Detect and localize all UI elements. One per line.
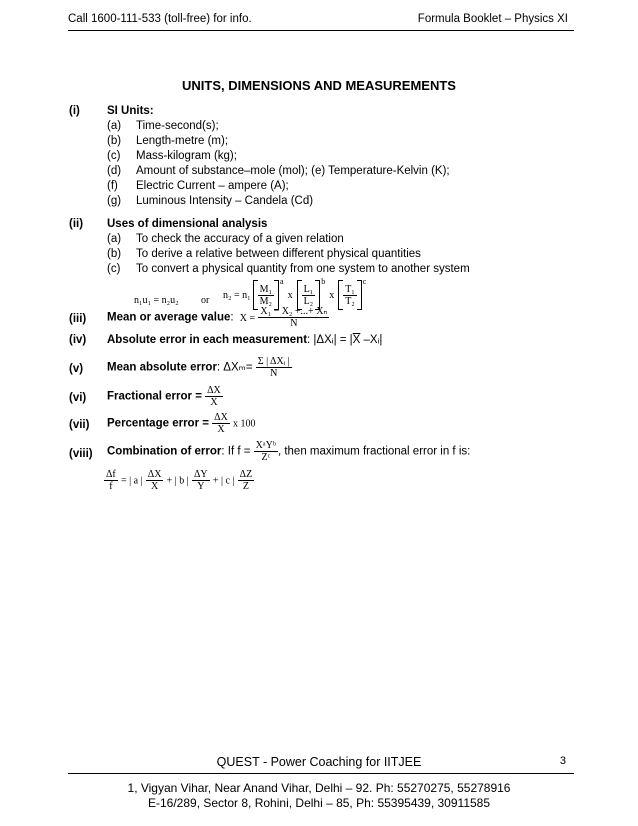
mean-denominator: N bbox=[290, 318, 298, 329]
section-iv-number: (iv) bbox=[69, 334, 87, 346]
absolute-error-row bbox=[107, 334, 382, 346]
dx-den: X bbox=[150, 481, 159, 492]
header-right-text: Formula Booklet – Physics XI bbox=[417, 13, 568, 25]
header-divider bbox=[68, 30, 574, 31]
dy-den: Y bbox=[197, 481, 205, 492]
mean-value-heading: Mean or average value bbox=[107, 311, 231, 324]
t1: T₁ bbox=[345, 283, 355, 295]
dx-num: ΔX bbox=[147, 469, 162, 480]
mean-absolute-error-heading: Mean absolute error bbox=[107, 361, 217, 374]
eq-a: = | a | bbox=[120, 475, 143, 487]
item-text: Amount of substance–mole (mol); (e) Temperature-Kelvin (K); bbox=[136, 165, 450, 177]
pe-denominator: X bbox=[217, 424, 225, 435]
l1: L₁ bbox=[303, 283, 314, 295]
mean-absolute-error-row bbox=[107, 356, 292, 379]
item-text: Electric Current – ampere (A); bbox=[136, 180, 289, 192]
item-label: (c) bbox=[107, 263, 121, 275]
pe-numerator: ΔX bbox=[214, 412, 228, 423]
n2-expr: n₂ = n₁ bbox=[223, 289, 251, 301]
m2: M₂ bbox=[259, 295, 273, 307]
df-num: Δf bbox=[106, 469, 116, 480]
x-bar: $\overline{X}$ bbox=[352, 334, 361, 346]
section-vii-number: (vii) bbox=[69, 419, 90, 431]
exponent-b: b bbox=[321, 276, 326, 286]
mae-numerator: Σ | ΔXᵢ | bbox=[257, 356, 290, 367]
combination-post: , then maximum fractional error in f is: bbox=[277, 445, 471, 458]
section-v-number: (v) bbox=[69, 363, 84, 375]
fe-numerator: ΔX bbox=[207, 385, 221, 396]
page-number: 3 bbox=[559, 755, 566, 767]
fractional-error-row bbox=[107, 385, 223, 408]
section-vi-number: (vi) bbox=[69, 392, 87, 404]
exponent-a: a bbox=[280, 276, 284, 286]
item-text: To convert a physical quantity from one system to another system bbox=[136, 263, 470, 275]
item-label: (b) bbox=[107, 135, 122, 147]
ce-denominator: Zᶜ bbox=[261, 452, 271, 463]
dz-den: Z bbox=[242, 481, 249, 492]
mean-absolute-error-lhs: : ΔXₘ= bbox=[216, 361, 253, 374]
footer-divider bbox=[68, 773, 574, 774]
percentage-error-heading: Percentage error = bbox=[107, 417, 209, 430]
item-label: (f) bbox=[107, 180, 118, 192]
plus-b: + | b | bbox=[166, 475, 189, 487]
absolute-error-expr-a: : |ΔXᵢ| = | bbox=[307, 334, 353, 346]
item-text: Length-metre (m); bbox=[136, 135, 229, 147]
item-label: (g) bbox=[107, 195, 122, 207]
item-label: (a) bbox=[107, 120, 122, 132]
footer-address-2: E-16/289, Sector 8, Rohini, Delhi – 85, Ph: 55395439, 30911585 bbox=[147, 796, 491, 810]
exponent-c: c bbox=[362, 276, 367, 286]
max-fractional-error-formula bbox=[104, 469, 254, 492]
item-text: Luminous Intensity – Candela (Cd) bbox=[136, 195, 314, 207]
colon: : bbox=[230, 311, 234, 324]
right-bracket bbox=[357, 280, 362, 310]
section-i-number: (i) bbox=[69, 105, 80, 117]
footer-brand: QUEST - Power Coaching for IITJEE bbox=[216, 755, 422, 769]
combination-error-heading: Combination of error bbox=[107, 445, 222, 458]
item-label: (a) bbox=[107, 233, 122, 245]
pe-tail: x 100 bbox=[233, 418, 256, 430]
fe-denominator: X bbox=[210, 397, 218, 408]
item-text: Mass-kilogram (kg); bbox=[136, 150, 237, 162]
percentage-error-row bbox=[107, 412, 256, 435]
absolute-error-heading: Absolute error in each measurement bbox=[107, 334, 308, 346]
ce-numerator: XᵃYᵇ bbox=[255, 440, 276, 451]
item-text: Time-second(s); bbox=[136, 120, 219, 132]
dz-num: ΔZ bbox=[239, 469, 253, 480]
dy-num: ΔY bbox=[193, 469, 208, 480]
mae-denominator: N bbox=[270, 368, 278, 379]
mean-lhs: X = bbox=[239, 312, 256, 324]
footer-address-1: 1, Vigyan Vihar, Near Anand Vihar, Delhi – 92. Ph: 55270275, 55278916 bbox=[127, 781, 511, 795]
item-label: (d) bbox=[107, 165, 122, 177]
item-text: To derive a relative between different physical quantities bbox=[136, 248, 421, 260]
combination-pre: : If f = bbox=[221, 445, 251, 458]
section-viii-number: (viii) bbox=[69, 448, 93, 460]
header-left-text: Call 1600-111-533 (toll-free) for info. bbox=[68, 13, 252, 25]
fractional-error-heading: Fractional error = bbox=[107, 390, 202, 403]
conversion-formula-lhs: n₁u₁ = n₂u₂ bbox=[134, 295, 179, 306]
plus-c: + | c | bbox=[212, 475, 235, 487]
item-text: To check the accuracy of a given relation bbox=[136, 233, 344, 245]
times-sign: x bbox=[329, 289, 335, 301]
conversion-formula-or: or bbox=[201, 295, 210, 306]
section-ii-number: (ii) bbox=[69, 218, 84, 230]
item-label: (c) bbox=[107, 150, 121, 162]
absolute-error-expr-b: –Xᵢ| bbox=[360, 334, 383, 346]
df-den: f bbox=[109, 481, 113, 492]
l2: L₂ bbox=[303, 295, 314, 307]
section-i-heading: SI Units: bbox=[107, 105, 154, 117]
item-label: (b) bbox=[107, 248, 122, 260]
section-ii-heading: Uses of dimensional analysis bbox=[107, 218, 268, 230]
page-title: UNITS, DIMENSIONS AND MEASUREMENTS bbox=[182, 78, 456, 93]
section-iii-number: (iii) bbox=[69, 313, 87, 325]
times-sign: x bbox=[287, 289, 293, 301]
combination-error-row bbox=[107, 440, 470, 463]
t2: T₂ bbox=[345, 295, 355, 307]
mean-value-row bbox=[107, 306, 329, 329]
mean-numerator: X₁ − X₂ +...+ Xₙ bbox=[260, 306, 328, 317]
m1: M₁ bbox=[259, 283, 273, 295]
